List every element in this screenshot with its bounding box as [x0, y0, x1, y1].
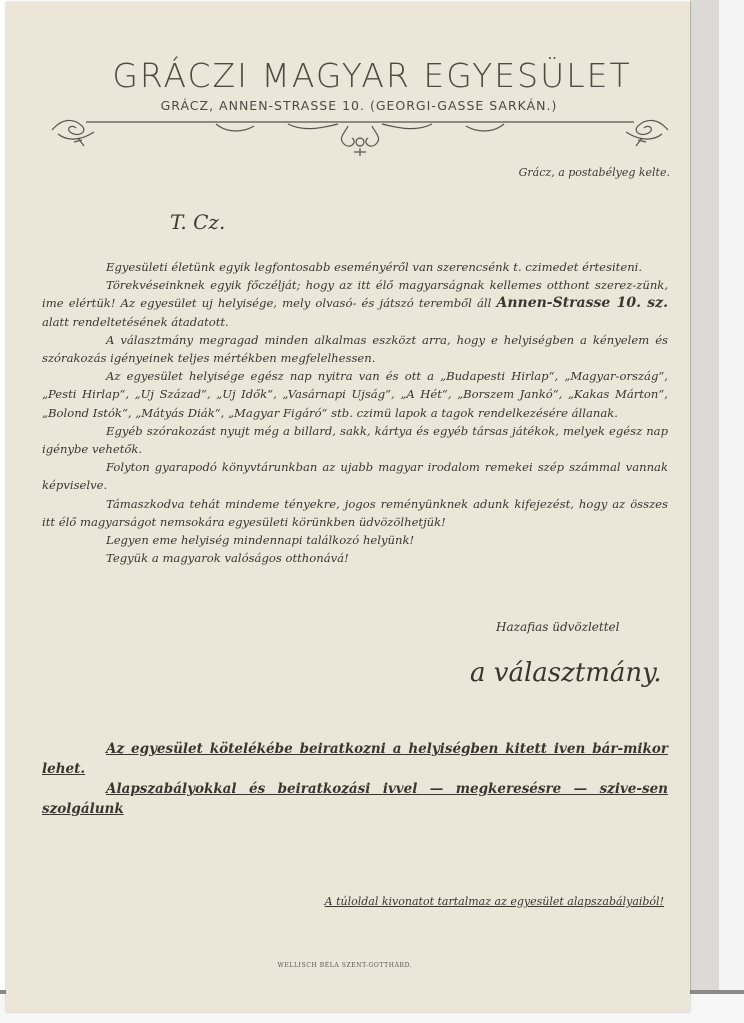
letterhead-address: GRÁCZ, ANNEN-STRASSE 10. (GEORGI-GASSE SARKÁN.) [160, 98, 558, 113]
ornament-flourish [48, 112, 672, 162]
paragraph: Egyéb szórakozást nyujt még a billard, sakk, kártya és egyéb társas játékok, melyek egész nap igénybe vehetők. [42, 423, 668, 457]
letter-body [42, 258, 668, 567]
paragraph: Egyesületi életünk egyik legfontosabb eseményéről van szerencsénk t. czimedet értesiteni. [106, 260, 643, 274]
membership-notice [42, 739, 668, 819]
background-right [718, 0, 744, 1023]
notice-line: Az egyesület kötelékébe beiratkozni a helyiségben kitett iven bár-mikor lehet. [42, 741, 668, 777]
paragraph [42, 276, 668, 331]
paragraph-text: alatt rendeltetésének átadatott. [42, 314, 229, 329]
letterhead-title: GRÁCZI MAGYAR EGYESÜLET [112, 56, 632, 95]
dateline: Grácz, a postabélyeg kelte. [518, 166, 670, 179]
reverse-side-note: A túloldal kivonatot tartalmaz az egyesület alapszabályaiból! [324, 895, 664, 908]
paragraph-text: Törekvéseinknek egyik főczélját; hogy az itt élő magyarságnak kellemes otthont szerez-zünk, ime elértük! Az egyesület uj helyisége, mely olvasó- és játszó teremből áll [42, 278, 668, 311]
paragraph: Folyton gyarapodó könyvtárunkban az ujabb magyar irodalom remekei szép számmal vannak képviselve. [42, 460, 668, 493]
signature: a választmány. [470, 658, 662, 688]
paragraph: Támaszkodva tehát mindeme tényekre, jogos reményünknek adunk kifejezést, hogy az összes itt élő magyarságot nemsokára egyesületi körünkben üdvözölhetjük! [42, 496, 668, 529]
address-highlight: Annen-Strasse 10. sz. [496, 295, 668, 312]
paragraph: A választmány megragad minden alkalmas eszközt arra, hogy e helyiségben a kényelem és szórakozás igényeinek teljes mértékben megfelelhessen. [42, 332, 668, 366]
printer-imprint: WELLISCH BÉLA SZENT-GOTTHÁRD. [277, 962, 413, 969]
salutation: T. Cz. [170, 210, 226, 234]
paragraph: Az egyesület helyisége egész nap nyitra van és ott a „Budapesti Hirlap“, „Magyar-ország“, „Pesti Hirlap“, „Uj Század“, „Uj Idők“, „Vasárnapi Ujság“, „A Hét“, „Borszem Jankó“, „Kakas Márton“, „Bolond Istók“, „Mátyás Diák“, „Magyar Figáró“ stb. czimü lapok a tagok rendelkezésére állanak. [42, 369, 668, 420]
closing-greeting: Hazafias üdvözlettel [496, 620, 620, 634]
paragraph: Legyen eme helyiség mindennapi találkozó helyünk! [106, 533, 415, 548]
underlying-sheet [690, 0, 719, 1005]
paragraph: Tegyük a magyarok valóságos otthonává! [106, 551, 349, 566]
notice-line: Alapszabályokkal és beiratkozási ivvel — megkeresésre — szive-sen szolgálunk [42, 781, 668, 817]
